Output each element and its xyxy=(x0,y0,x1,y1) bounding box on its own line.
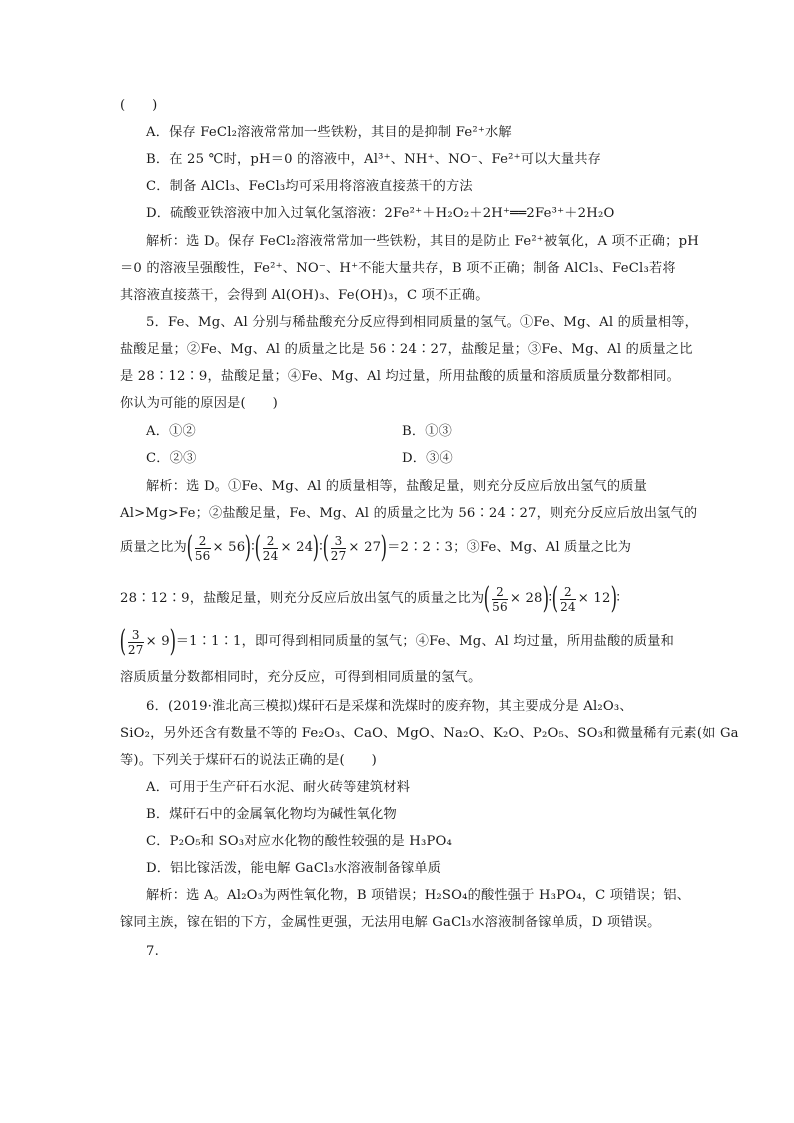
fraction-3-27: $\frac{3}{27}$ xyxy=(127,627,144,657)
q5-analysis-line-3 xyxy=(120,530,631,566)
paren-close: ) xyxy=(245,530,252,565)
paren-open: ( xyxy=(186,530,194,565)
q4-option-b: B．在 25 ℃时，pH＝0 的溶液中，Al³⁺、NH⁺、NO⁻、Fe²⁺可以大量共存 xyxy=(146,152,602,167)
q5-a4-prefix: 28∶12∶9，盐酸足量，则充分反应后放出氢气的质量之比为 xyxy=(120,591,485,606)
q6-stem-line-1: 6．(2019·淮北高三模拟)煤矸石是采煤和洗煤时的废弃物，其主要成分是 Al₂O₃、 xyxy=(146,699,633,714)
q4-option-a: A．保存 FeCl₂溶液常常加一些铁粉，其目的是抑制 Fe²⁺水解 xyxy=(146,125,512,140)
q5-a5-suffix: ＝1∶1∶1，即可得到相同质量的氢气；④Fe、Mg、Al 均过量，所用盐酸的质量和 xyxy=(175,634,675,649)
ratio-colon: ∶ xyxy=(319,540,323,555)
q5-option-b: B．①③ xyxy=(402,424,453,439)
times-28: × 28 xyxy=(509,591,543,606)
paren-close: ) xyxy=(380,530,388,565)
q6-option-d: D．铝比镓活泼，能电解 GaCl₃水溶液制备镓单质 xyxy=(146,861,442,876)
q4-option-c: C．制备 AlCl₃、FeCl₃均可采用将溶液直接蒸干的方法 xyxy=(146,179,473,194)
paren-close: ) xyxy=(542,581,549,616)
q5-option-a: A．①② xyxy=(146,424,196,439)
q5-analysis-line-5 xyxy=(120,624,674,660)
q5-stem-line-2: 盐酸足量；②Fe、Mg、Al 的质量之比是 56∶24∶27，盐酸足量；③Fe、Mg、Al 的质量之比 xyxy=(120,342,693,357)
q5-stem-line-4: 你认为可能的原因是( ) xyxy=(120,396,278,411)
q4-analysis-line-3: 其溶液直接蒸干，会得到 Al(OH)₃、Fe(OH)₃，C 项不正确。 xyxy=(120,288,489,303)
q5-analysis-line-4 xyxy=(120,581,620,617)
times-56: × 56 xyxy=(212,540,246,555)
times-9: × 9 xyxy=(145,634,170,649)
q6-analysis-line-1: 解析：选 A。Al₂O₃为两性氧化物，B 项错误；H₂SO₄的酸性强于 H₃PO₄，C 项错误；铝、 xyxy=(146,888,691,903)
q4-paren: ( ) xyxy=(120,98,158,113)
paren-open: ( xyxy=(483,581,491,616)
fraction-3-27: $\frac{3}{27}$ xyxy=(330,533,347,563)
paren-open: ( xyxy=(322,530,330,565)
q7-number: 7. xyxy=(146,944,159,959)
q5-analysis-line-2: Al>Mg>Fe；②盐酸足量，Fe、Mg、Al 的质量之比为 56∶24∶27，则充分反应后放出氢气的 xyxy=(120,506,698,521)
ratio-colon: ∶ xyxy=(548,591,553,606)
times-24: × 24 xyxy=(280,540,314,555)
times-12: × 12 xyxy=(577,591,611,606)
q6-stem-line-3: 等)。下列关于煤矸石的说法正确的是( ) xyxy=(120,753,378,768)
paren-open: ( xyxy=(119,624,127,659)
q5-analysis-line-6: 溶质质量分数都相同时，充分反应，可得到相同质量的氢气。 xyxy=(120,670,482,685)
q5-stem-line-1: 5．Fe、Mg、Al 分别与稀盐酸充分反应得到相同质量的氢气。①Fe、Mg、Al 的质量相等， xyxy=(146,315,699,330)
paren-close: ) xyxy=(312,530,320,565)
q6-option-b: B．煤矸石中的金属氧化物均为碱性氧化物 xyxy=(146,807,397,822)
paren-close: ) xyxy=(169,624,177,659)
q5-a3-prefix: 质量之比为 xyxy=(120,540,187,555)
times-27: × 27 xyxy=(348,540,382,555)
q6-stem-line-2: SiO₂，另外还含有数量不等的 Fe₂O₃、CaO、MgO、Na₂O、K₂O、P₂O₅、SO₃和微量稀有元素(如 Ga xyxy=(120,726,739,741)
paren-open: ( xyxy=(551,581,559,616)
q6-option-a: A．可用于生产矸石水泥、耐火砖等建筑材料 xyxy=(146,780,411,795)
paren-close: ) xyxy=(610,581,617,616)
q4-option-d: D．硫酸亚铁溶液中加入过氧化氢溶液：2Fe²⁺＋H₂O₂＋2H⁺══2Fe³⁺＋2H₂O xyxy=(146,206,615,221)
ratio-colon: ∶ xyxy=(251,540,255,555)
q5-analysis-line-1: 解析：选 D。①Fe、Mg、Al 的质量相等，盐酸足量，则充分反应后放出氢气的质量 xyxy=(146,479,648,494)
paren-open: ( xyxy=(254,530,262,565)
fraction-2-24: $\frac{2}{24}$ xyxy=(560,584,576,614)
q4-analysis-line-1: 解析：选 D。保存 FeCl₂溶液常常加一些铁粉，其目的是防止 Fe²⁺被氧化，A 项不正确；pH xyxy=(146,234,699,249)
ratio-colon: ∶ xyxy=(616,591,621,606)
q6-option-c: C．P₂O₅和 SO₃对应水化物的酸性较强的是 H₃PO₄ xyxy=(146,834,453,849)
q4-analysis-line-2: ＝0 的溶液呈强酸性，Fe²⁺、NO⁻、H⁺不能大量共存，B 项不正确；制备 AlCl₃、FeCl₃若将 xyxy=(120,261,676,276)
q5-option-c: C．②③ xyxy=(146,451,197,466)
q5-stem-line-3: 是 28∶12∶9，盐酸足量；④Fe、Mg、Al 均过量，所用盐酸的质量和溶质质量分数都相同。 xyxy=(120,369,681,384)
q6-analysis-line-2: 镓同主族，镓在铝的下方，金属性更强，无法用电解 GaCl₃水溶液制备镓单质，D 项错误。 xyxy=(120,915,661,930)
fraction-2-24: $\frac{2}{24}$ xyxy=(262,533,279,563)
q5-option-d: D．③④ xyxy=(402,451,453,466)
fraction-2-56: $\frac{2}{56}$ xyxy=(194,533,211,563)
q5-a3-suffix: ＝2∶2∶3；③Fe、Mg、Al 质量之比为 xyxy=(387,540,632,555)
fraction-2-56: $\frac{2}{56}$ xyxy=(492,584,508,614)
